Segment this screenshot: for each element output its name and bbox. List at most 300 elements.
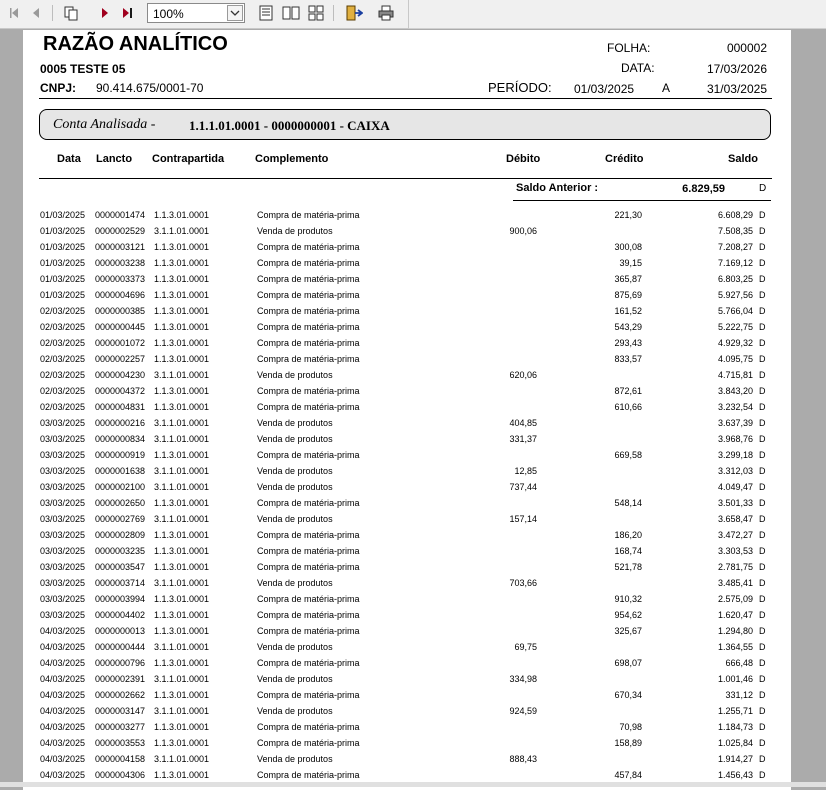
cell-contrapartida: 3.1.1.01.0001	[154, 370, 210, 380]
cell-contrapartida: 1.1.3.01.0001	[154, 738, 210, 748]
cell-dc: D	[759, 354, 766, 364]
cell-dc: D	[759, 690, 766, 700]
cnpj-label: CNPJ:	[40, 81, 77, 95]
cell-contrapartida: 3.1.1.01.0001	[154, 434, 210, 444]
cell-contrapartida: 1.1.3.01.0001	[154, 274, 210, 284]
cell-credito: 669,58	[614, 450, 642, 460]
last-page-button[interactable]	[118, 4, 138, 22]
cell-debito: 924,59	[509, 706, 537, 716]
first-page-button[interactable]	[4, 4, 24, 22]
table-row	[23, 640, 791, 656]
two-pages-button[interactable]	[281, 4, 301, 22]
toolbar-separator	[52, 5, 53, 21]
cell-saldo: 1.620,47	[717, 610, 753, 620]
table-row	[23, 528, 791, 544]
table-row	[23, 368, 791, 384]
table-row	[23, 336, 791, 352]
cell-lancto: 0000000444	[95, 642, 146, 652]
cell-dc: D	[759, 626, 766, 636]
cell-complemento: Venda de produtos	[257, 226, 333, 236]
cell-saldo: 2.781,75	[717, 562, 753, 572]
cell-saldo: 3.637,39	[717, 418, 753, 428]
column-header-contrapartida: Contrapartida	[152, 153, 225, 165]
cell-saldo: 3.472,27	[717, 530, 753, 540]
cell-contrapartida: 1.1.3.01.0001	[154, 562, 210, 572]
cell-lancto: 0000004158	[95, 754, 146, 764]
cell-data: 02/03/2025	[40, 322, 86, 332]
cell-complemento: Venda de produtos	[257, 514, 333, 524]
cell-dc: D	[759, 434, 766, 444]
cell-credito: 457,84	[614, 770, 642, 780]
cell-credito: 872,61	[614, 386, 642, 396]
cell-dc: D	[759, 242, 766, 252]
cell-credito: 954,62	[614, 610, 642, 620]
cell-data: 03/03/2025	[40, 450, 86, 460]
cell-complemento: Compra de matéria-prima	[257, 402, 360, 412]
folha-value: 000002	[726, 41, 767, 55]
table-row	[23, 560, 791, 576]
cell-credito: 300,08	[614, 242, 642, 252]
cell-lancto: 0000004696	[95, 290, 146, 300]
cell-data: 02/03/2025	[40, 354, 86, 364]
cell-lancto: 0000001474	[95, 210, 146, 220]
table-row	[23, 400, 791, 416]
cell-lancto: 0000003994	[95, 594, 146, 604]
cell-lancto: 0000002100	[95, 482, 146, 492]
cell-contrapartida: 3.1.1.01.0001	[154, 674, 210, 684]
cell-complemento: Venda de produtos	[257, 418, 333, 428]
cell-credito: 161,52	[614, 306, 642, 316]
cell-contrapartida: 1.1.3.01.0001	[154, 242, 210, 252]
cell-contrapartida: 3.1.1.01.0001	[154, 706, 210, 716]
multi-page-icon	[308, 5, 324, 21]
table-row	[23, 576, 791, 592]
cell-complemento: Compra de matéria-prima	[257, 610, 360, 620]
table-row	[23, 208, 791, 224]
next-page-icon	[99, 7, 111, 19]
cell-complemento: Compra de matéria-prima	[257, 338, 360, 348]
table-row	[23, 672, 791, 688]
cell-data: 04/03/2025	[40, 706, 86, 716]
table-row	[23, 512, 791, 528]
cell-data: 03/03/2025	[40, 578, 86, 588]
cell-dc: D	[759, 290, 766, 300]
cell-data: 04/03/2025	[40, 658, 86, 668]
prev-page-button[interactable]	[26, 4, 46, 22]
company-name: 0005 TESTE 05	[40, 62, 126, 76]
header-divider	[39, 98, 772, 99]
report-title: RAZÃO ANALÍTICO	[43, 33, 228, 55]
print-icon	[377, 5, 395, 21]
table-row	[23, 736, 791, 752]
cell-saldo: 3.658,47	[717, 514, 753, 524]
table-row	[23, 480, 791, 496]
columns-divider	[39, 178, 772, 179]
cell-data: 02/03/2025	[40, 306, 86, 316]
cell-debito: 620,06	[509, 370, 537, 380]
periodo-start: 01/03/2025	[574, 82, 635, 96]
cell-lancto: 0000002257	[95, 354, 146, 364]
cell-dc: D	[759, 226, 766, 236]
column-header-data: Data	[57, 153, 81, 165]
chevron-down-icon	[230, 9, 240, 17]
cell-complemento: Compra de matéria-prima	[257, 690, 360, 700]
cell-saldo: 3.843,20	[717, 386, 753, 396]
cell-dc: D	[759, 578, 766, 588]
saldo-anterior-label: Saldo Anterior :	[516, 182, 599, 194]
cell-dc: D	[759, 770, 766, 780]
periodo-separator: A	[662, 81, 671, 95]
cell-data: 02/03/2025	[40, 386, 86, 396]
cell-contrapartida: 1.1.3.01.0001	[154, 610, 210, 620]
cell-saldo: 4.095,75	[717, 354, 753, 364]
cell-complemento: Venda de produtos	[257, 754, 333, 764]
cell-contrapartida: 1.1.3.01.0001	[154, 546, 210, 556]
cell-credito: 610,66	[614, 402, 642, 412]
cell-data: 02/03/2025	[40, 402, 86, 412]
table-row	[23, 224, 791, 240]
cell-saldo: 1.914,27	[717, 754, 753, 764]
cell-dc: D	[759, 482, 766, 492]
saldo-anterior-underline	[513, 200, 771, 201]
cell-saldo: 1.364,55	[717, 642, 753, 652]
cell-dc: D	[759, 258, 766, 268]
cell-dc: D	[759, 386, 766, 396]
cell-complemento: Compra de matéria-prima	[257, 498, 360, 508]
cell-contrapartida: 3.1.1.01.0001	[154, 578, 210, 588]
cell-lancto: 0000002529	[95, 226, 146, 236]
cell-complemento: Compra de matéria-prima	[257, 258, 360, 268]
cell-saldo: 3.299,18	[717, 450, 753, 460]
cell-complemento: Venda de produtos	[257, 466, 333, 476]
cell-credito: 670,34	[614, 690, 642, 700]
cell-lancto: 0000001638	[95, 466, 146, 476]
cell-lancto: 0000000834	[95, 434, 146, 444]
cell-contrapartida: 1.1.3.01.0001	[154, 722, 210, 732]
column-header-complemento: Complemento	[255, 153, 329, 165]
table-row	[23, 448, 791, 464]
cell-credito: 39,15	[619, 258, 642, 268]
cell-complemento: Compra de matéria-prima	[257, 274, 360, 284]
table-row	[23, 320, 791, 336]
cell-dc: D	[759, 562, 766, 572]
saldo-anterior-dc: D	[759, 183, 767, 194]
cell-dc: D	[759, 402, 766, 412]
cell-lancto: 0000004306	[95, 770, 146, 780]
table-row	[23, 256, 791, 272]
cell-data: 01/03/2025	[40, 210, 86, 220]
cell-saldo: 1.456,43	[717, 770, 753, 780]
cell-data: 02/03/2025	[40, 338, 86, 348]
preview-toolbar	[0, 0, 409, 29]
cell-contrapartida: 1.1.3.01.0001	[154, 354, 210, 364]
cell-complemento: Compra de matéria-prima	[257, 770, 360, 780]
print-button[interactable]	[376, 4, 396, 22]
cell-contrapartida: 1.1.3.01.0001	[154, 306, 210, 316]
cell-data: 03/03/2025	[40, 498, 86, 508]
cell-lancto: 0000003714	[95, 578, 146, 588]
cell-complemento: Venda de produtos	[257, 434, 333, 444]
zoom-select[interactable]	[147, 3, 245, 23]
cell-dc: D	[759, 610, 766, 620]
cell-saldo: 2.575,09	[717, 594, 753, 604]
cell-dc: D	[759, 642, 766, 652]
cell-complemento: Compra de matéria-prima	[257, 306, 360, 316]
cell-dc: D	[759, 418, 766, 428]
cell-saldo: 3.501,33	[717, 498, 753, 508]
next-page-button[interactable]	[95, 4, 115, 22]
cell-data: 04/03/2025	[40, 674, 86, 684]
cell-complemento: Compra de matéria-prima	[257, 290, 360, 300]
cell-saldo: 4.929,32	[717, 338, 753, 348]
periodo-label: PERÍODO:	[488, 80, 552, 95]
cell-complemento: Compra de matéria-prima	[257, 546, 360, 556]
cell-saldo: 331,12	[725, 690, 753, 700]
cell-saldo: 3.968,76	[717, 434, 753, 444]
table-row	[23, 688, 791, 704]
cell-contrapartida: 1.1.3.01.0001	[154, 450, 210, 460]
cell-data: 03/03/2025	[40, 546, 86, 556]
bottom-border	[0, 782, 826, 787]
cell-lancto: 0000002391	[95, 674, 146, 684]
cell-complemento: Compra de matéria-prima	[257, 210, 360, 220]
cell-contrapartida: 1.1.3.01.0001	[154, 770, 210, 780]
exit-button[interactable]	[344, 4, 364, 22]
column-header-debito: Débito	[506, 153, 541, 165]
prev-page-icon	[30, 7, 42, 19]
cell-dc: D	[759, 210, 766, 220]
cell-dc: D	[759, 674, 766, 684]
cell-contrapartida: 1.1.3.01.0001	[154, 626, 210, 636]
cell-lancto: 0000001072	[95, 338, 146, 348]
cell-contrapartida: 3.1.1.01.0001	[154, 418, 210, 428]
cell-contrapartida: 1.1.3.01.0001	[154, 690, 210, 700]
cell-lancto: 0000003373	[95, 274, 146, 284]
cell-data: 03/03/2025	[40, 562, 86, 572]
cell-saldo: 3.485,41	[717, 578, 753, 588]
cell-lancto: 0000000919	[95, 450, 146, 460]
cell-lancto: 0000003235	[95, 546, 146, 556]
cell-credito: 833,57	[614, 354, 642, 364]
cell-contrapartida: 3.1.1.01.0001	[154, 754, 210, 764]
cell-data: 03/03/2025	[40, 530, 86, 540]
cell-saldo: 5.927,56	[717, 290, 753, 300]
multi-page-button[interactable]	[306, 4, 326, 22]
table-row	[23, 592, 791, 608]
cell-contrapartida: 1.1.3.01.0001	[154, 658, 210, 668]
cell-lancto: 0000000796	[95, 658, 146, 668]
table-row	[23, 752, 791, 768]
cell-saldo: 7.508,35	[717, 226, 753, 236]
first-page-icon	[8, 7, 20, 19]
cell-lancto: 0000003121	[95, 242, 146, 252]
cell-complemento: Venda de produtos	[257, 642, 333, 652]
last-page-icon	[121, 7, 135, 19]
cell-data: 04/03/2025	[40, 754, 86, 764]
cell-debito: 703,66	[509, 578, 537, 588]
table-row	[23, 464, 791, 480]
cell-lancto: 0000002650	[95, 498, 146, 508]
data-value: 17/03/2026	[706, 62, 767, 76]
cell-complemento: Compra de matéria-prima	[257, 722, 360, 732]
cell-contrapartida: 3.1.1.01.0001	[154, 226, 210, 236]
cell-dc: D	[759, 498, 766, 508]
cell-dc: D	[759, 658, 766, 668]
cell-saldo: 666,48	[725, 658, 753, 668]
cell-credito: 325,67	[614, 626, 642, 636]
cell-dc: D	[759, 306, 766, 316]
cell-data: 03/03/2025	[40, 466, 86, 476]
table-row	[23, 704, 791, 720]
cell-debito: 888,43	[509, 754, 537, 764]
cell-debito: 404,85	[509, 418, 537, 428]
cell-saldo: 7.208,27	[717, 242, 753, 252]
cell-data: 04/03/2025	[40, 626, 86, 636]
cell-lancto: 0000003238	[95, 258, 146, 268]
saldo-anterior-value: 6.829,59	[682, 183, 725, 195]
cell-lancto: 0000004402	[95, 610, 146, 620]
cell-credito: 221,30	[614, 210, 642, 220]
cell-contrapartida: 3.1.1.01.0001	[154, 466, 210, 476]
cell-complemento: Compra de matéria-prima	[257, 658, 360, 668]
cell-complemento: Compra de matéria-prima	[257, 738, 360, 748]
cell-saldo: 5.766,04	[717, 306, 753, 316]
cell-lancto: 0000004831	[95, 402, 146, 412]
cell-dc: D	[759, 514, 766, 524]
cell-credito: 875,69	[614, 290, 642, 300]
copy-icon	[63, 5, 79, 21]
cell-complemento: Compra de matéria-prima	[257, 242, 360, 252]
cell-lancto: 0000002769	[95, 514, 146, 524]
two-pages-icon	[282, 5, 300, 21]
cell-data: 01/03/2025	[40, 242, 86, 252]
cell-dc: D	[759, 546, 766, 556]
cell-debito: 331,37	[509, 434, 537, 444]
table-row	[23, 432, 791, 448]
data-label: DATA:	[621, 61, 655, 75]
table-row	[23, 720, 791, 736]
cell-lancto: 0000000385	[95, 306, 146, 316]
cell-dc: D	[759, 594, 766, 604]
single-page-button[interactable]	[256, 4, 276, 22]
cell-data: 01/03/2025	[40, 274, 86, 284]
cell-saldo: 3.303,53	[717, 546, 753, 556]
cell-dc: D	[759, 530, 766, 540]
table-row	[23, 608, 791, 624]
cell-data: 04/03/2025	[40, 722, 86, 732]
cell-credito: 365,87	[614, 274, 642, 284]
cell-data: 01/03/2025	[40, 258, 86, 268]
toolbar-separator	[333, 5, 334, 21]
cell-credito: 543,29	[614, 322, 642, 332]
cell-complemento: Venda de produtos	[257, 674, 333, 684]
periodo-end: 31/03/2025	[706, 82, 767, 96]
cell-complemento: Compra de matéria-prima	[257, 530, 360, 540]
cell-contrapartida: 1.1.3.01.0001	[154, 498, 210, 508]
table-row	[23, 304, 791, 320]
cell-complemento: Venda de produtos	[257, 370, 333, 380]
column-header-credito: Crédito	[605, 153, 644, 165]
table-row	[23, 384, 791, 400]
cell-contrapartida: 1.1.3.01.0001	[154, 530, 210, 540]
zoom-dropdown-button[interactable]	[227, 5, 243, 21]
cell-saldo: 1.025,84	[717, 738, 753, 748]
cell-saldo: 7.169,12	[717, 258, 753, 268]
cell-credito: 70,98	[619, 722, 642, 732]
cell-saldo: 3.312,03	[717, 466, 753, 476]
cell-data: 01/03/2025	[40, 290, 86, 300]
account-box	[39, 109, 771, 140]
table-row	[23, 352, 791, 368]
cell-saldo: 1.184,73	[717, 722, 753, 732]
folha-label: FOLHA:	[607, 41, 651, 55]
cell-data: 04/03/2025	[40, 642, 86, 652]
cell-data: 03/03/2025	[40, 610, 86, 620]
cell-dc: D	[759, 450, 766, 460]
cell-data: 04/03/2025	[40, 770, 86, 780]
cell-contrapartida: 3.1.1.01.0001	[154, 482, 210, 492]
toolbar-empty-area	[409, 0, 826, 29]
cell-saldo: 3.232,54	[717, 402, 753, 412]
cell-lancto: 0000000216	[95, 418, 146, 428]
cell-dc: D	[759, 722, 766, 732]
cell-lancto: 0000003547	[95, 562, 146, 572]
table-row	[23, 656, 791, 672]
cell-complemento: Compra de matéria-prima	[257, 386, 360, 396]
cell-data: 02/03/2025	[40, 370, 86, 380]
table-row	[23, 416, 791, 432]
table-row	[23, 544, 791, 560]
cell-saldo: 6.803,25	[717, 274, 753, 284]
single-page-icon	[258, 5, 274, 21]
cell-contrapartida: 3.1.1.01.0001	[154, 514, 210, 524]
cell-data: 01/03/2025	[40, 226, 86, 236]
cell-contrapartida: 1.1.3.01.0001	[154, 402, 210, 412]
cell-credito: 186,20	[614, 530, 642, 540]
cell-complemento: Venda de produtos	[257, 578, 333, 588]
cell-contrapartida: 3.1.1.01.0001	[154, 642, 210, 652]
cell-lancto: 0000003553	[95, 738, 146, 748]
cell-debito: 69,75	[514, 642, 537, 652]
cell-lancto: 0000003277	[95, 722, 146, 732]
table-row	[23, 288, 791, 304]
column-header-saldo: Saldo	[728, 153, 758, 165]
cell-complemento: Compra de matéria-prima	[257, 354, 360, 364]
column-header-lancto: Lancto	[96, 153, 133, 165]
cell-data: 03/03/2025	[40, 434, 86, 444]
table-row	[23, 624, 791, 640]
cell-complemento: Compra de matéria-prima	[257, 626, 360, 636]
cell-dc: D	[759, 322, 766, 332]
cell-complemento: Compra de matéria-prima	[257, 594, 360, 604]
cell-complemento: Venda de produtos	[257, 706, 333, 716]
cell-dc: D	[759, 706, 766, 716]
cell-lancto: 0000003147	[95, 706, 146, 716]
cell-lancto: 0000004230	[95, 370, 146, 380]
cell-credito: 698,07	[614, 658, 642, 668]
cell-saldo: 1.001,46	[717, 674, 753, 684]
zoom-value: 100%	[153, 7, 184, 21]
cell-data: 03/03/2025	[40, 482, 86, 492]
cell-lancto: 0000004372	[95, 386, 146, 396]
cell-saldo: 6.608,29	[717, 210, 753, 220]
cell-debito: 737,44	[509, 482, 537, 492]
account-label: Conta Analisada -	[53, 117, 156, 132]
cell-saldo: 1.255,71	[717, 706, 753, 716]
cell-credito: 548,14	[614, 498, 642, 508]
cell-credito: 521,78	[614, 562, 642, 572]
copy-button[interactable]	[61, 4, 81, 22]
